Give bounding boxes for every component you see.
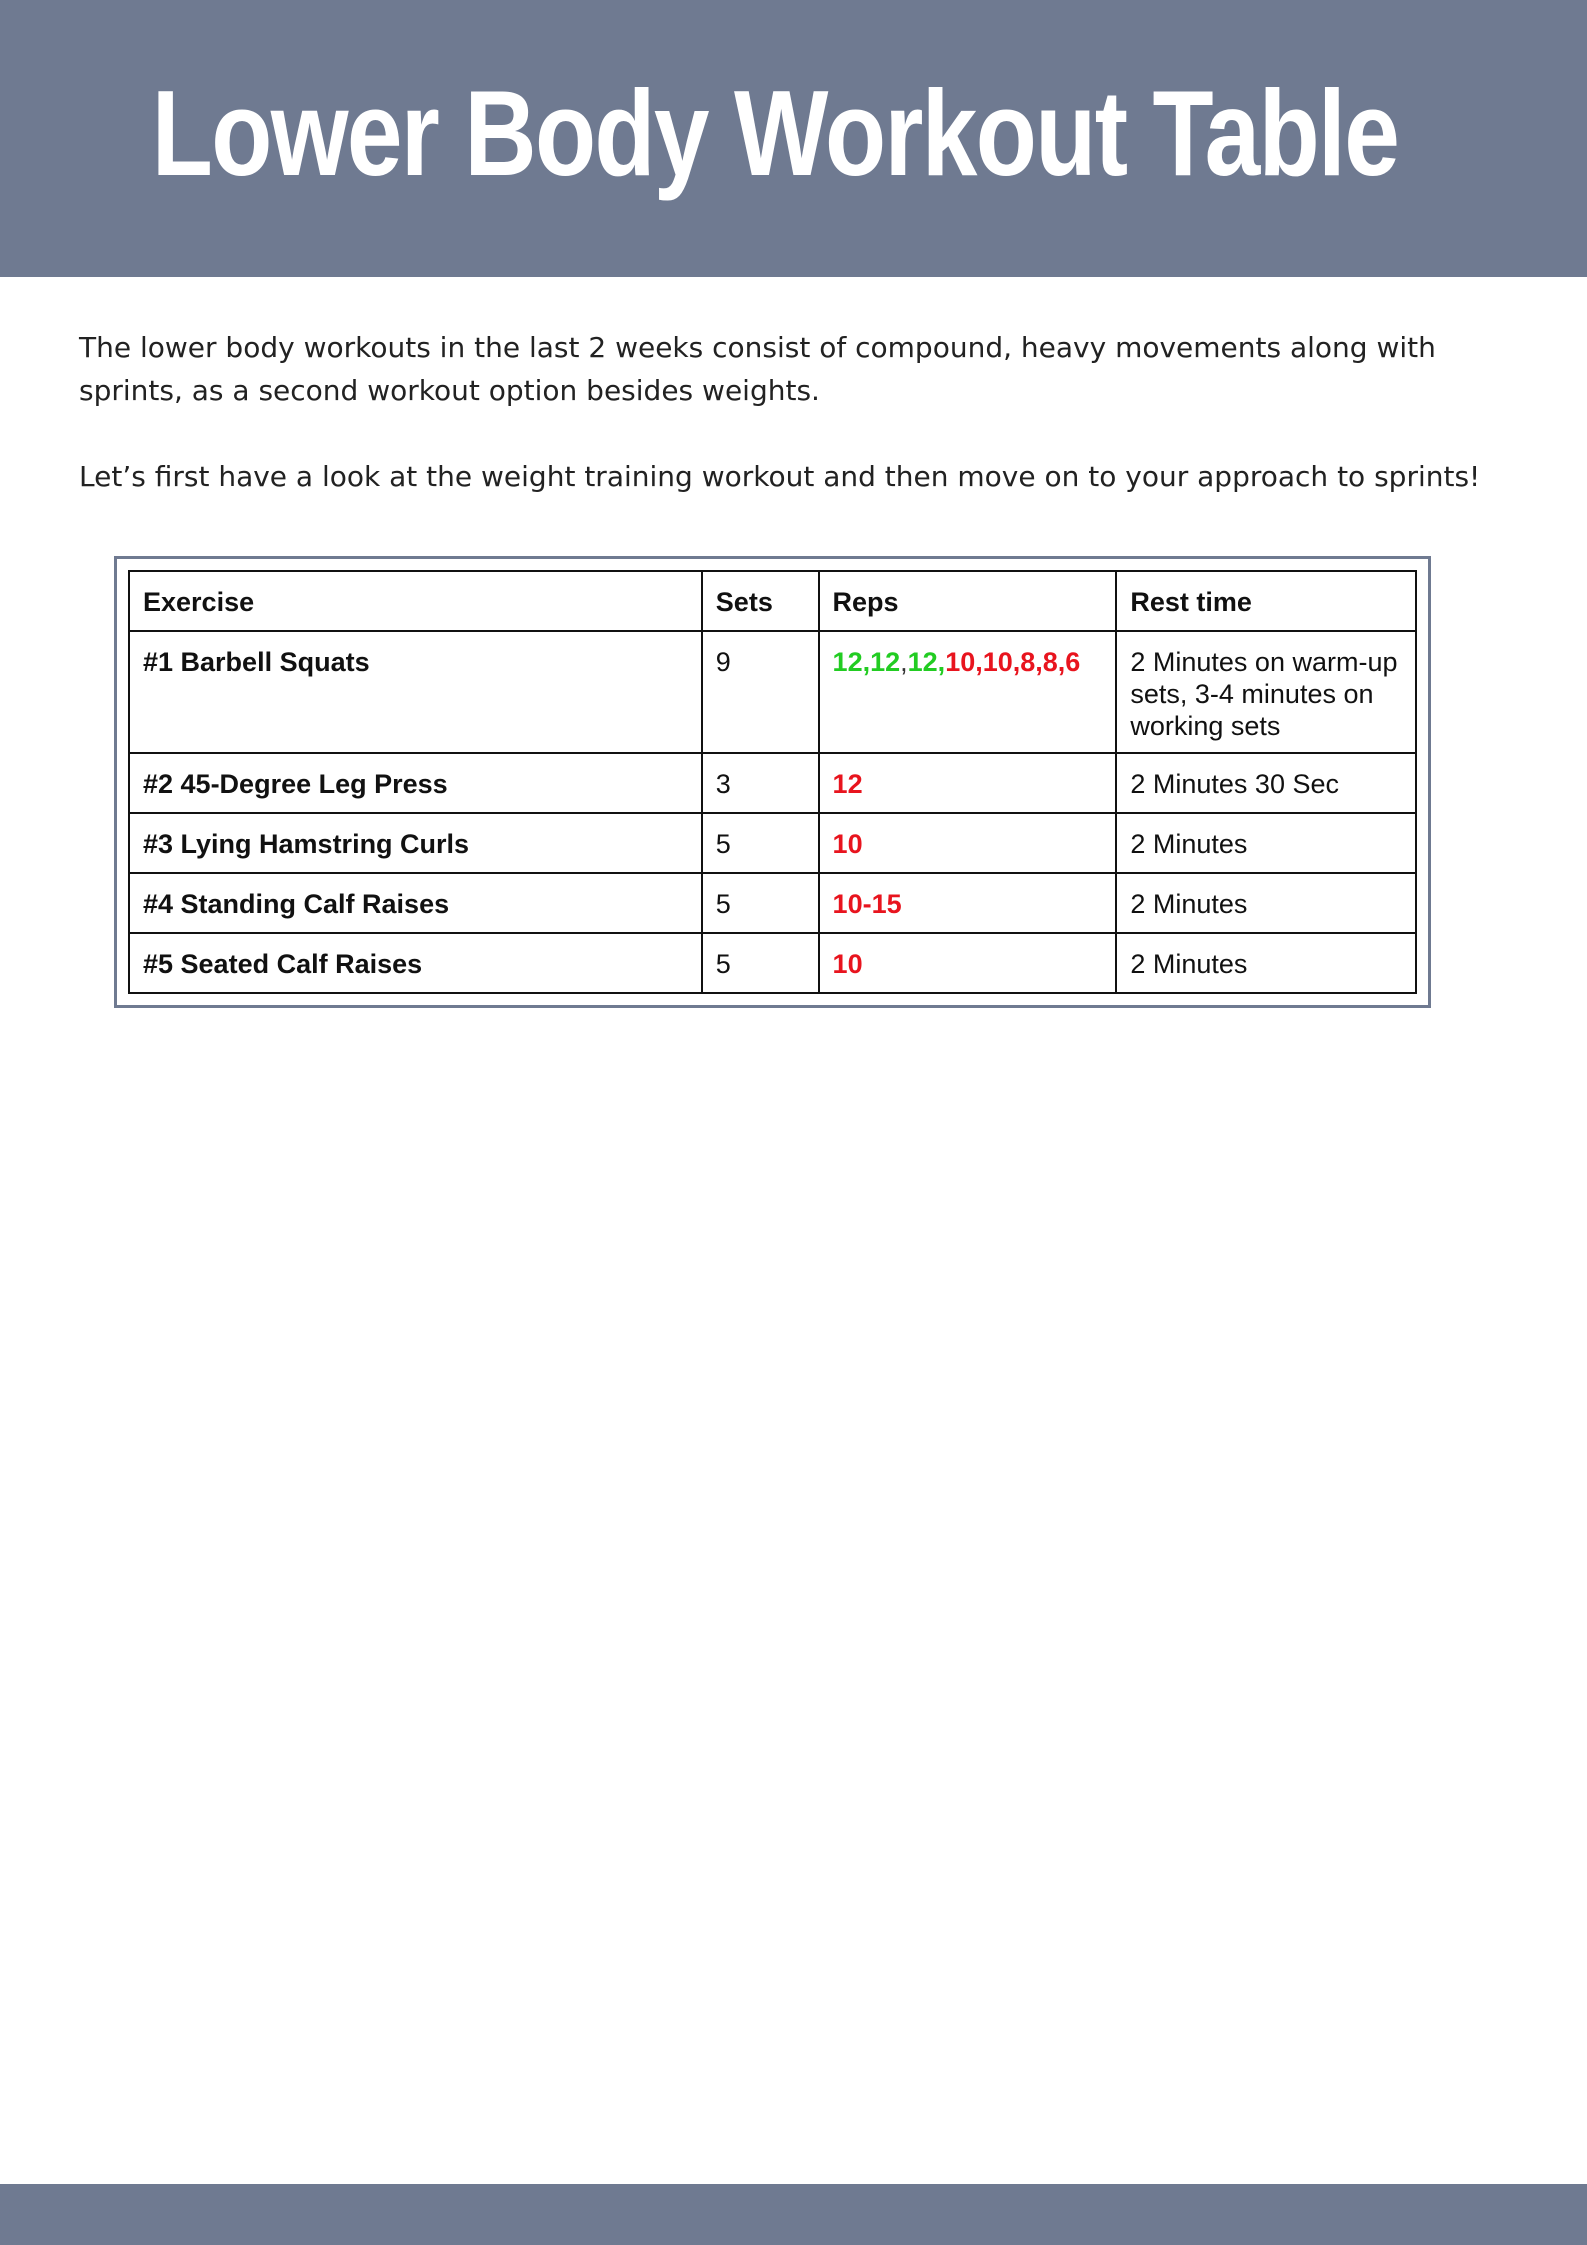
exercise-cell: #1 Barbell Squats bbox=[129, 631, 702, 753]
sets-cell: 3 bbox=[702, 753, 819, 813]
reps-segment: , bbox=[900, 647, 908, 677]
header-band bbox=[0, 0, 1587, 277]
sets-cell: 9 bbox=[702, 631, 819, 753]
workout-table bbox=[128, 570, 1417, 994]
reps-segment: 10 bbox=[832, 949, 863, 979]
sets-cell: 5 bbox=[702, 933, 819, 993]
header-reps: Reps bbox=[819, 571, 1117, 631]
reps-segment: 12 bbox=[832, 769, 863, 799]
exercise-cell: #4 Standing Calf Raises bbox=[129, 873, 702, 933]
page-title: Lower Body Workout Table bbox=[151, 65, 1399, 201]
table-row bbox=[129, 631, 1416, 753]
exercise-cell: #5 Seated Calf Raises bbox=[129, 933, 702, 993]
header-rest-time: Rest time bbox=[1116, 571, 1416, 631]
exercise-cell: #3 Lying Hamstring Curls bbox=[129, 813, 702, 873]
rest-time-cell: 2 Minutes bbox=[1116, 873, 1416, 933]
table-row bbox=[129, 813, 1416, 873]
reps-segment: 12,12 bbox=[832, 647, 901, 677]
rest-time-cell: 2 Minutes bbox=[1116, 813, 1416, 873]
reps-segment: 10-15 bbox=[832, 889, 902, 919]
rest-time-cell: 2 Minutes on warm-up sets, 3-4 minutes on working sets bbox=[1116, 631, 1416, 753]
reps-cell bbox=[819, 813, 1117, 873]
rest-time-cell: 2 Minutes bbox=[1116, 933, 1416, 993]
reps-segment: 10 bbox=[832, 829, 863, 859]
reps-cell bbox=[819, 753, 1117, 813]
table-row bbox=[129, 933, 1416, 993]
reps-cell bbox=[819, 933, 1117, 993]
header-sets: Sets bbox=[702, 571, 819, 631]
table-row bbox=[129, 873, 1416, 933]
intro-paragraph-1: The lower body workouts in the last 2 weeks consist of compound, heavy movements along with sprints, as a second workout option besides weights. bbox=[79, 331, 1436, 407]
intro-paragraph-2: Let’s first have a look at the weight training workout and then move on to your approach to sprints! bbox=[79, 460, 1481, 493]
table-row bbox=[129, 753, 1416, 813]
exercise-cell: #2 45-Degree Leg Press bbox=[129, 753, 702, 813]
reps-segment: 12, bbox=[907, 647, 946, 677]
table-header-row bbox=[129, 571, 1416, 631]
sets-cell: 5 bbox=[702, 813, 819, 873]
footer-band bbox=[0, 2184, 1587, 2245]
reps-segment: 10,10,8,8,6 bbox=[945, 647, 1081, 677]
reps-cell bbox=[819, 873, 1117, 933]
sets-cell: 5 bbox=[702, 873, 819, 933]
reps-cell bbox=[819, 631, 1117, 753]
rest-time-cell: 2 Minutes 30 Sec bbox=[1116, 753, 1416, 813]
header-exercise: Exercise bbox=[129, 571, 702, 631]
workout-table-frame bbox=[114, 556, 1431, 1008]
